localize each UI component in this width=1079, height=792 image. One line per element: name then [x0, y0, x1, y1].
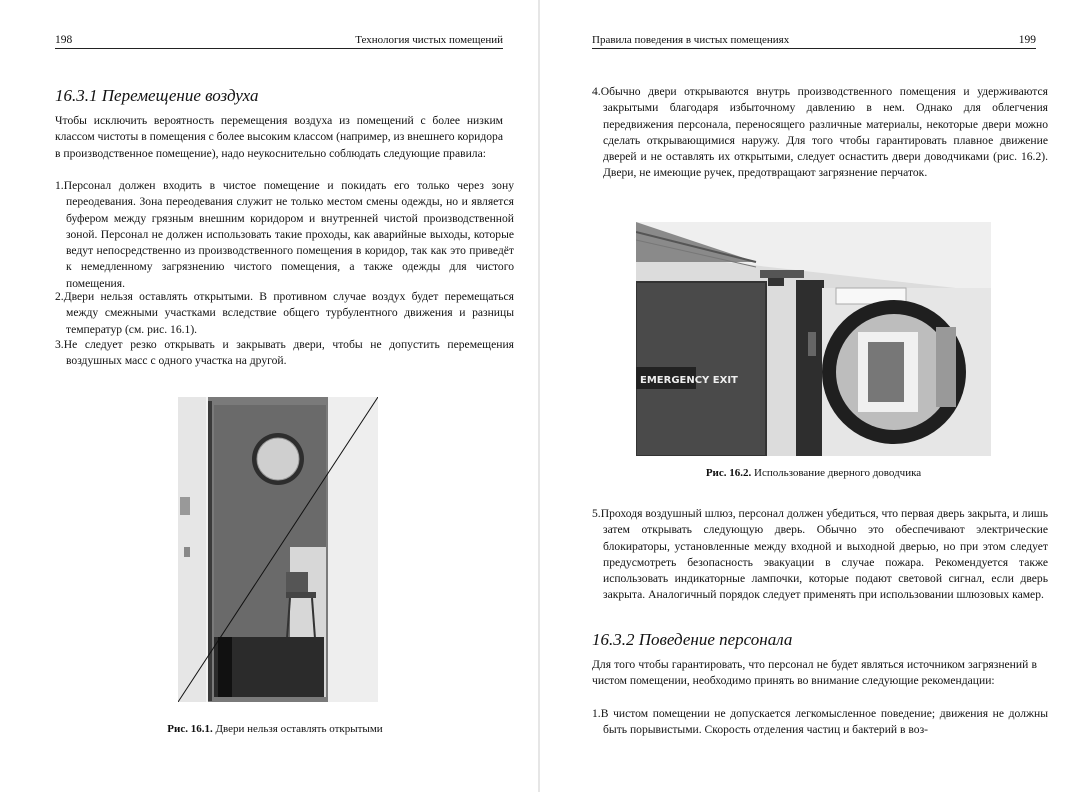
figure-16-2-caption-label: Рис. 16.2. — [705, 467, 752, 479]
figure-16-2-caption-text: Использование дверного доводчика — [754, 467, 922, 479]
section-title-air-movement: 16.3.1 Перемещение воздуха — [55, 86, 259, 105]
figure-16-1-caption-text: Двери нельзя оставлять открытыми — [215, 723, 383, 735]
list-item-last-1: 1.В чистом помещении не допускается легкомысленное поведение; движения не должны быть порывистыми. Скорость отделения частиц и бактерий в воз- — [592, 707, 1048, 737]
emergency-exit-sign-text: EMERGENCY EXIT — [640, 375, 738, 386]
section-title-staff-behaviour: 16.3.2 Поведение персонала — [592, 630, 793, 649]
right-page-number: 199 — [1018, 34, 1036, 46]
figure-16-1-caption — [130, 723, 420, 735]
right-intro-paragraph: Для того чтобы гарантировать, что персонал не будет являться источником загрязнений в чистом помещении, необходимо принять во внимание следующие рекомендации: — [592, 658, 1037, 688]
list-item-1: 1.Персонал должен входить в чистое помещение и покидать его только через зону переодевания. Зона переодевания служит не только местом смены одежды, но и является буфером между грязным внешним коридором и внутренней чистой производственной зоной. Персонал не должен использовать такие проходы, как аварийные выходы, которые ведут непосредственно из производственного помещения в коридор, так как это приведёт к немедленному загрязнению чистого помещения, а также одежды для чистого помещения. — [55, 179, 514, 290]
figure-16-2-caption — [636, 467, 991, 479]
list-item-5: 5.Проходя воздушный шлюз, персонал должен убедиться, что первая дверь закрыта, и лишь затем открывать следующую дверь. Обычно это обеспечивают электрические блокираторы, установленные между входной и выходной дверью, но при этом следует предусмотреть безопасность эвакуации в случае пожара. Рекомендуется также использовать индикаторные лампочки, которые подают световой сигнал, если дверь закрыта. Аналогичный порядок следует применять при использовании шлюзовых камер. — [592, 507, 1048, 602]
right-running-header — [592, 34, 1036, 49]
left-running-header — [55, 34, 503, 49]
right-running-head-title: Правила поведения в чистых помещениях — [592, 34, 790, 46]
figure-16-2-door-closer-photo — [636, 222, 991, 456]
figure-16-1-caption-label: Рис. 16.1. — [167, 723, 213, 735]
list-item-3: 3.Не следует резко открывать и закрывать двери, чтобы не допустить перемещения воздушных масс с одного участка на другой. — [55, 338, 514, 368]
list-item-2: 2.Двери нельзя оставлять открытыми. В противном случае воздух будет перемещаться между смежными участками вследствие общего турбулентного движения и разницы температур (см. рис. 16.1). — [55, 290, 514, 336]
list-item-4: 4.Обычно двери открываются внутрь производственного помещения и удерживаются закрытыми благодаря избыточному давлению в нем. Однако для облегчения передвижения персонала, переносящего различные материалы, некоторые двери можно сделать открывающимися наружу. Для того чтобы гарантировать плавное движение дверей и не оставлять их открытыми, следует оснастить двери доводчиками (рис. 16.2). Двери, не имеющие ручек, предотвращают загрязнение перчаток. — [592, 85, 1048, 180]
left-running-head-title: Технология чистых помещений — [355, 34, 503, 46]
left-intro-paragraph: Чтобы исключить вероятность перемещения воздуха из помещений с более низким классом чистоты в помещения с более высоким классом (например, из внешнего коридора в производственное помещение), надо неукоснительно соблюдать следующие правила: — [55, 114, 503, 160]
right-page — [540, 0, 1079, 792]
left-page-number: 198 — [55, 34, 73, 46]
figure-16-1-open-door-photo — [178, 397, 378, 702]
